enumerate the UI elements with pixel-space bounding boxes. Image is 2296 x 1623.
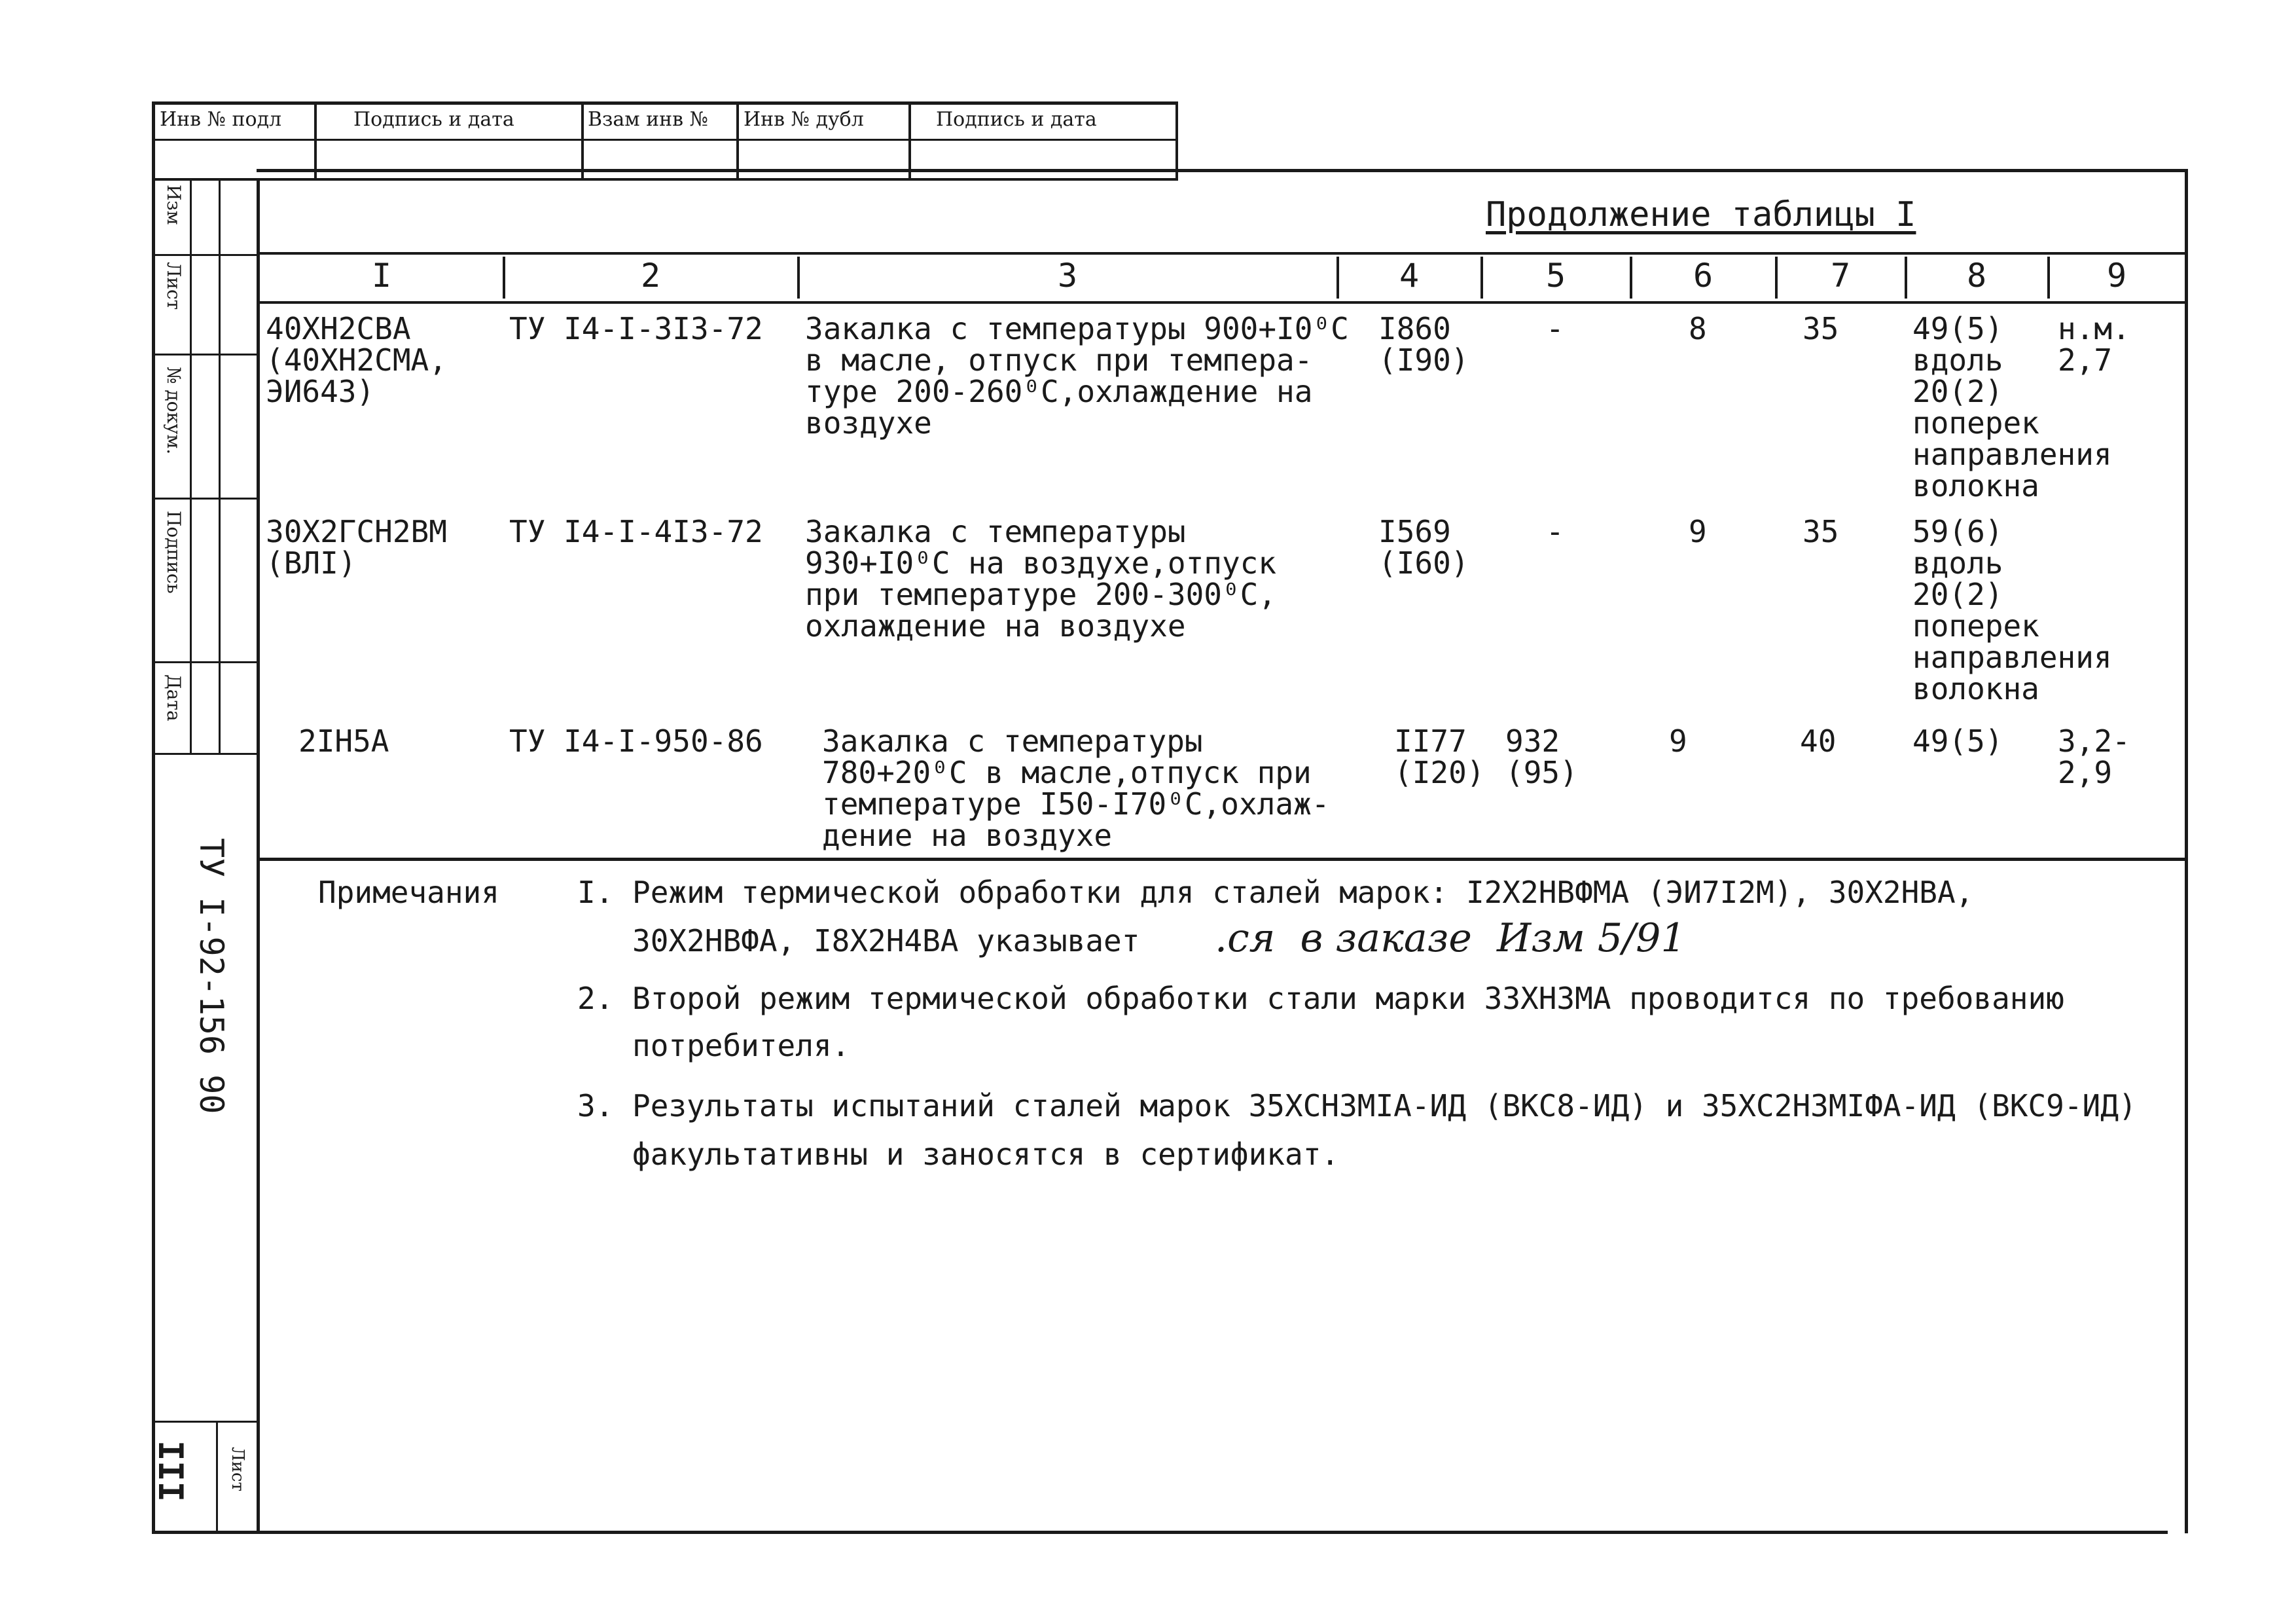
stamp-label-vzam-inv: Взам инв № — [588, 108, 708, 131]
value-col-8: 59(6) вдоль 20(2) поперек направления волокна — [1912, 514, 2112, 706]
note-number: 3. — [577, 1088, 614, 1123]
table-title: Продолжение таблицы I — [1486, 195, 1916, 234]
value-col-4: I860 (I90) — [1378, 311, 1469, 378]
value-col-6: 9 — [1689, 514, 1707, 549]
document-code: ТУ I-92-156 90 — [192, 838, 230, 1114]
side-label-list: Лист — [163, 262, 185, 310]
stamp-label-inv-dubl: Инв № дубл — [744, 108, 864, 131]
sheet-number: III — [151, 1440, 190, 1502]
handwritten-correction: .ся в заказе Изм 5/91 — [1215, 915, 1686, 961]
stamp-label-signature-date: Подпись и дата — [353, 108, 514, 131]
side-label-signature: Подпись — [163, 511, 185, 594]
standard: ТУ I4-I-950-86 — [509, 723, 763, 759]
column-header-2: 2 — [640, 257, 661, 295]
note-text: потребителя. — [632, 1028, 850, 1063]
value-col-4: I569 (I60) — [1378, 514, 1469, 581]
value-col-8: 49(5) вдоль 20(2) поперек направления волокна — [1912, 311, 2112, 503]
note-number: I. — [577, 875, 614, 910]
heat-treatment: Закалка с температуры 780+20⁰С в масле,отпуск при температуре I50-I70⁰С,охлаж- дение на воздухе — [822, 723, 1330, 853]
column-header-1: I — [371, 257, 392, 295]
value-col-6: 9 — [1669, 723, 1687, 759]
column-header-9: 9 — [2106, 257, 2127, 295]
note-text: Режим термической обработки для сталей марок: I2Х2НВФМА (ЭИ7I2М), 30Х2НВА, — [632, 875, 1974, 910]
column-header-5: 5 — [1545, 257, 1566, 295]
note-text: 30Х2НВФА, I8Х2Н4ВА указывает — [632, 923, 1140, 958]
steel-grade: 40ХН2СВА (40ХН2СМА, ЭИ643) — [266, 311, 447, 409]
value-col-6: 8 — [1689, 311, 1707, 346]
column-header-3: 3 — [1057, 257, 1078, 295]
side-label-date: Дата — [163, 674, 185, 721]
side-label-izm: Изм — [163, 185, 185, 225]
standard: ТУ I4-I-4I3-72 — [509, 514, 763, 549]
note-text: Результаты испытаний сталей марок 35ХСН3МIА-ИД (ВКС8-ИД) и 35ХС2Н3МIФА-ИД (ВКС9-ИД) — [632, 1088, 2137, 1123]
value-col-7: 35 — [1803, 514, 1839, 549]
column-header-8: 8 — [1966, 257, 1987, 295]
value-col-4: II77 (I20) — [1394, 723, 1485, 790]
value-col-7: 35 — [1803, 311, 1839, 346]
note-number: 2. — [577, 981, 614, 1016]
value-col-5: 932 (95) — [1505, 723, 1578, 790]
stamp-label-signature-date-2: Подпись и дата — [936, 108, 1097, 131]
heat-treatment: Закалка с температуры 930+I0⁰С на воздухе,отпуск при температуре 200-300⁰С, охлаждение на воздухе — [805, 514, 1277, 644]
standard: ТУ I4-I-3I3-72 — [509, 311, 763, 346]
value-col-8: 49(5) — [1912, 723, 2003, 759]
note-text: Второй режим термической обработки стали марки 33ХН3МА проводится по требованию — [632, 981, 2064, 1016]
value-col-9: 3,2- 2,9 — [2058, 723, 2130, 790]
sheet-label: Лист — [228, 1447, 247, 1491]
column-header-6: 6 — [1693, 257, 1713, 295]
steel-grade: 2IН5А — [298, 723, 389, 759]
column-header-7: 7 — [1830, 257, 1851, 295]
column-header-4: 4 — [1399, 257, 1420, 295]
value-col-7: 40 — [1800, 723, 1837, 759]
note-text: факультативны и заносятся в сертификат. — [632, 1137, 1340, 1172]
value-col-9: н.м. 2,7 — [2058, 311, 2130, 378]
steel-grade: 30Х2ГСН2ВМ (ВЛI) — [266, 514, 447, 581]
value-col-5: - — [1546, 514, 1564, 549]
notes-label: Примечания — [318, 875, 499, 910]
value-col-5: - — [1546, 311, 1564, 346]
stamp-label-inv-podl: Инв № подл — [160, 108, 282, 131]
side-label-doc-number: № докум. — [163, 367, 185, 455]
heat-treatment: Закалка с температуры 900+I0⁰С в масле, отпуск при темпера- туре 200-260⁰С,охлаждение на воздухе — [805, 311, 1349, 441]
